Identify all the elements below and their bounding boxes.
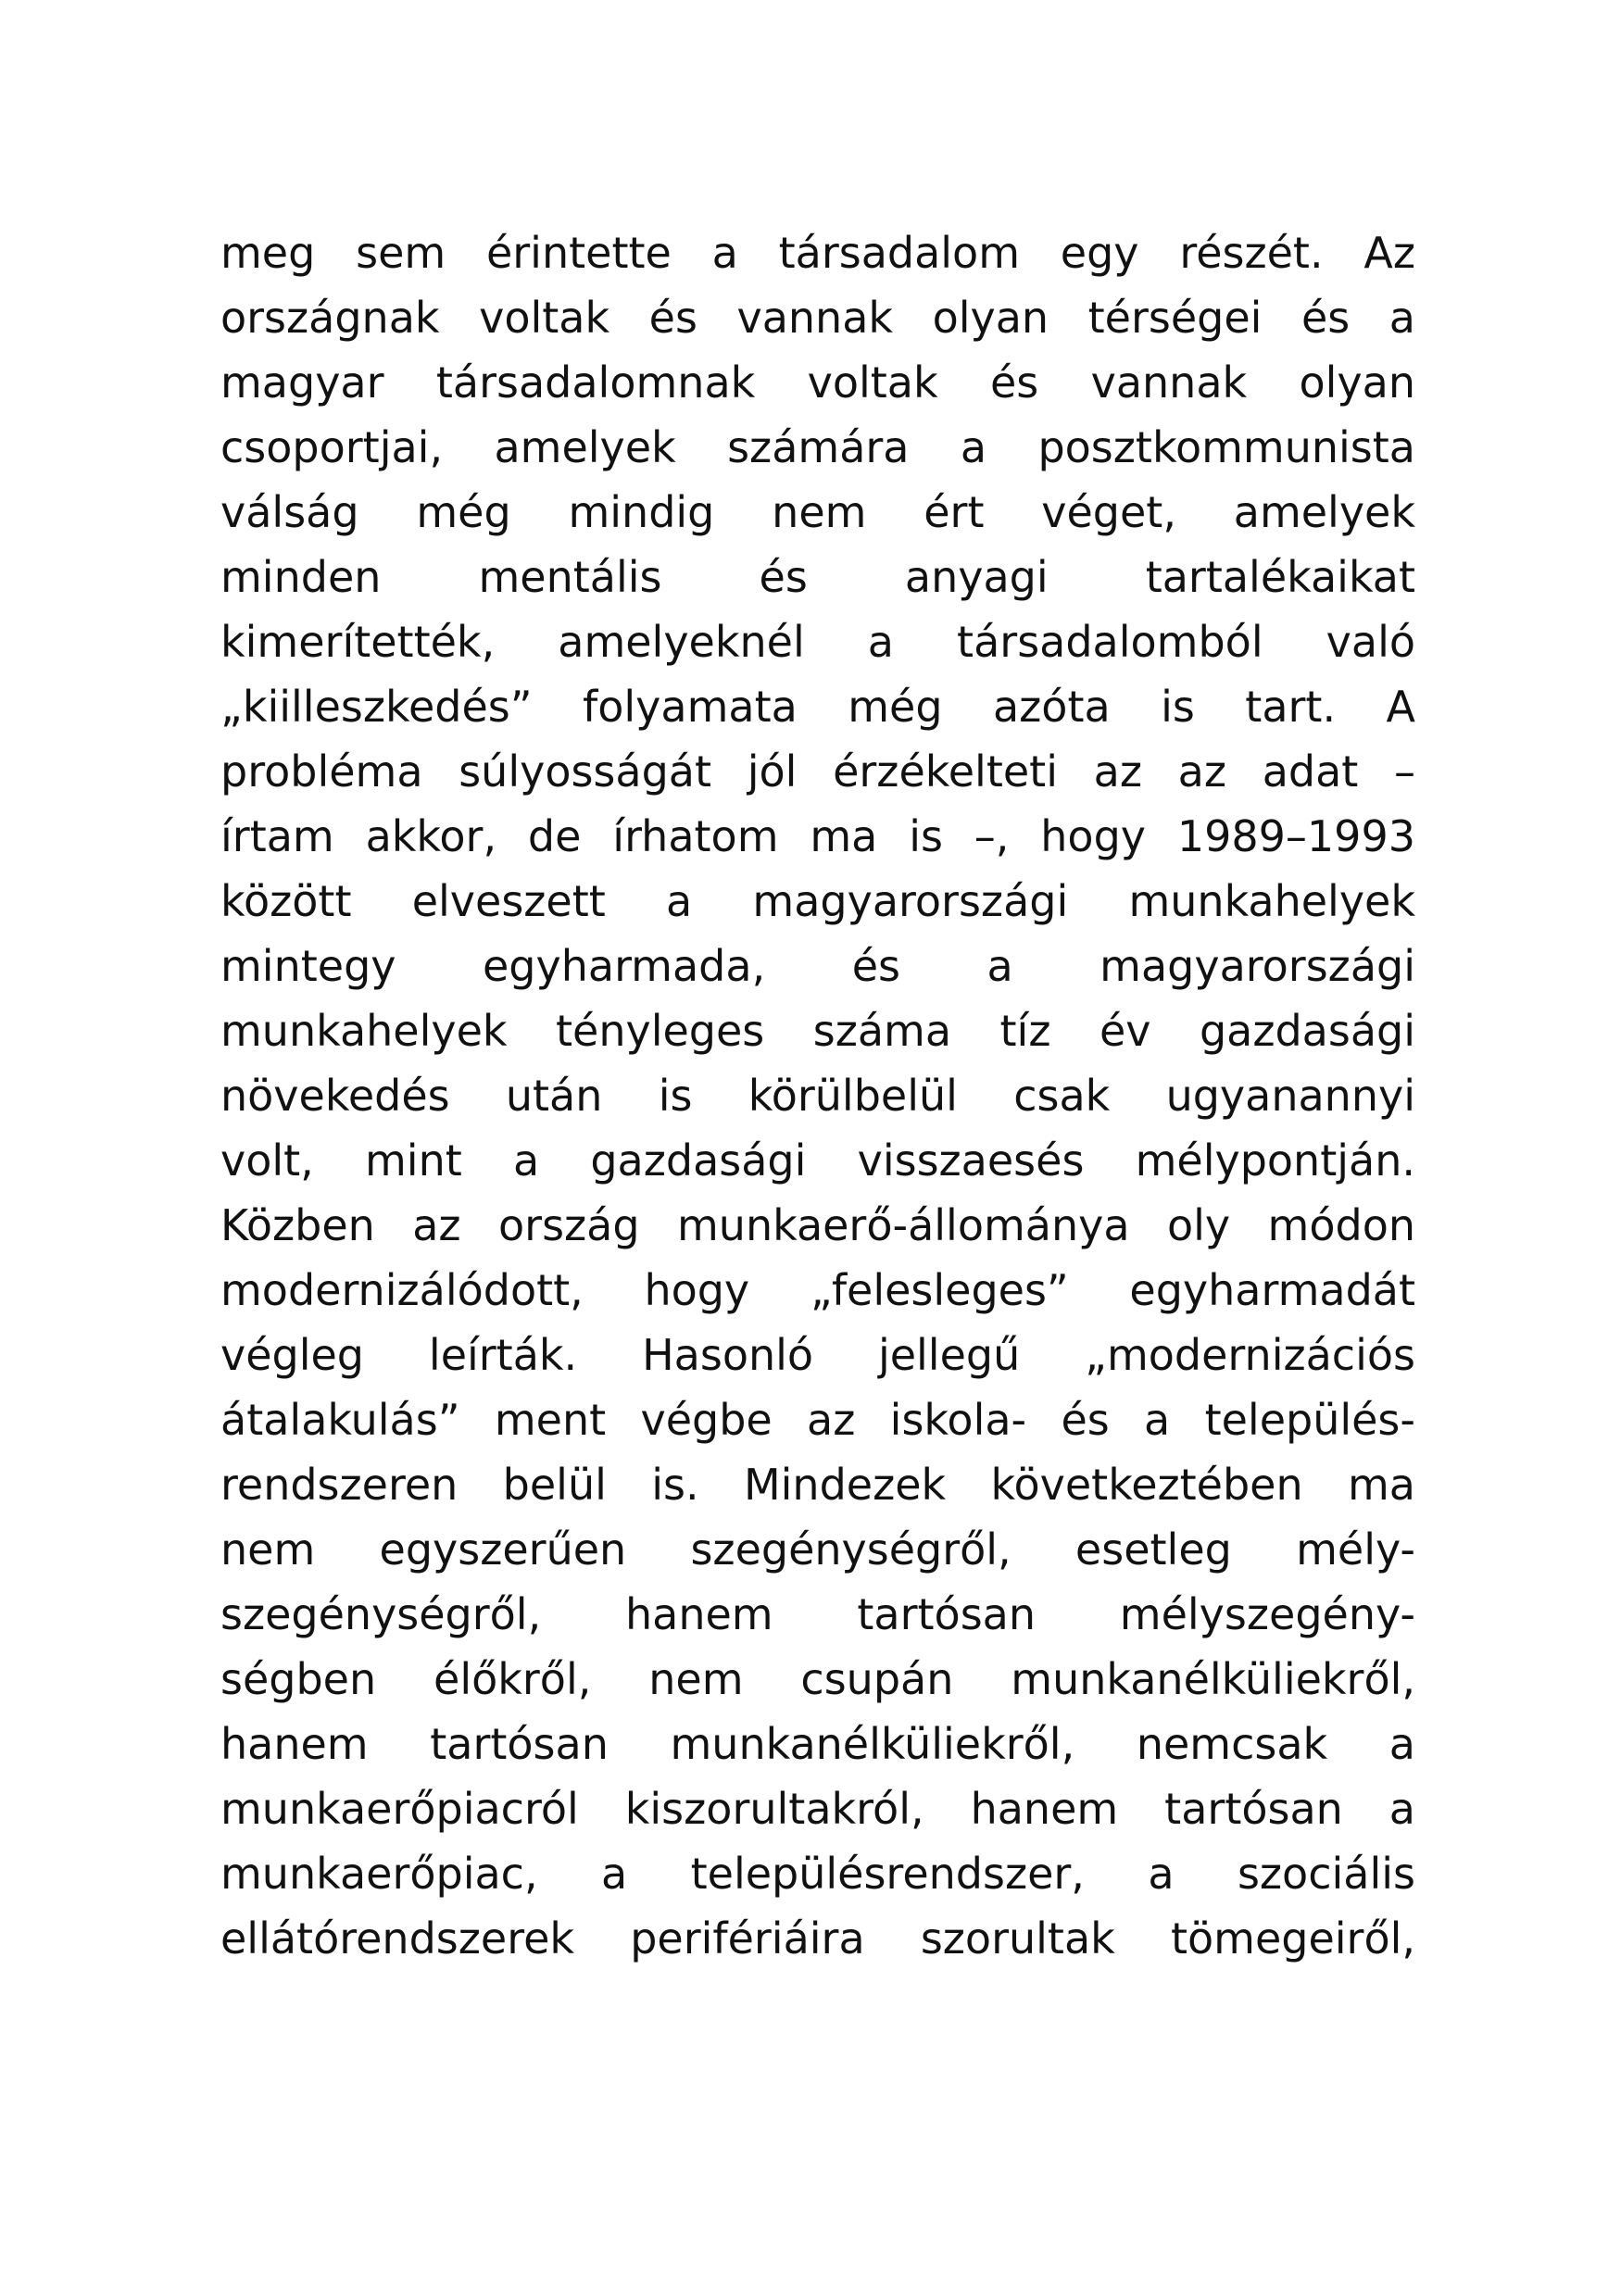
text-line: Közben az ország munkaerő-állománya oly módon (220, 1200, 1415, 1250)
text-line: növekedés után is körülbelül csak ugyanannyi (220, 1071, 1415, 1121)
text-line: között elveszett a magyarországi munkahelyek (220, 876, 1415, 926)
text-line: minden mentális és anyagi tartalékaikat (220, 552, 1415, 602)
body-text (220, 220, 1415, 1971)
text-line: írtam akkor, de írhatom ma is –, hogy 1989–1993 (220, 811, 1415, 861)
text-line: munkaerőpiac, a településrendszer, a szociális (220, 1849, 1415, 1899)
text-line: nem egyszerűen szegénységről, esetleg mély- (220, 1524, 1415, 1575)
text-line: ségben élőkről, nem csupán munkanélküliekről, (220, 1654, 1415, 1704)
text-line: válság még mindig nem ért véget, amelyek (220, 487, 1415, 537)
text-line: rendszeren belül is. Mindezek következtében ma (220, 1460, 1415, 1510)
text-line: modernizálódott, hogy „felesleges” egyharmadát (220, 1265, 1415, 1315)
text-line: országnak voltak és vannak olyan térségei és a (220, 293, 1415, 343)
text-line: átalakulás” ment végbe az iskola- és a település- (220, 1395, 1415, 1445)
text-line: mintegy egyharmada, és a magyarországi (220, 941, 1415, 991)
text-line: munkaerőpiacról kiszorultakról, hanem tartósan a (220, 1784, 1415, 1834)
text-line: volt, mint a gazdasági visszaesés mélypontján. (220, 1135, 1415, 1186)
text-line: ellátórendszerek perifériáira szorultak tömegeiről, (220, 1913, 1415, 1964)
text-line: csoportjai, amelyek számára a posztkommunista (220, 422, 1415, 472)
text-line: munkahelyek tényleges száma tíz év gazdasági (220, 1006, 1415, 1056)
text-line: hanem tartósan munkanélküliekről, nemcsak a (220, 1719, 1415, 1769)
text-line: „kiilleszkedés” folyamata még azóta is tart. A (220, 682, 1415, 732)
text-line: meg sem érintette a társadalom egy részét. Az (220, 228, 1415, 278)
text-line: magyar társadalomnak voltak és vannak olyan (220, 358, 1415, 408)
text-line: probléma súlyosságát jól érzékelteti az az adat – (220, 747, 1415, 797)
text-line: szegénységről, hanem tartósan mélyszegény- (220, 1589, 1415, 1639)
text-line: kimerítették, amelyeknél a társadalomból való (220, 617, 1415, 667)
text-line: végleg leírták. Hasonló jellegű „modernizációs (220, 1330, 1415, 1380)
